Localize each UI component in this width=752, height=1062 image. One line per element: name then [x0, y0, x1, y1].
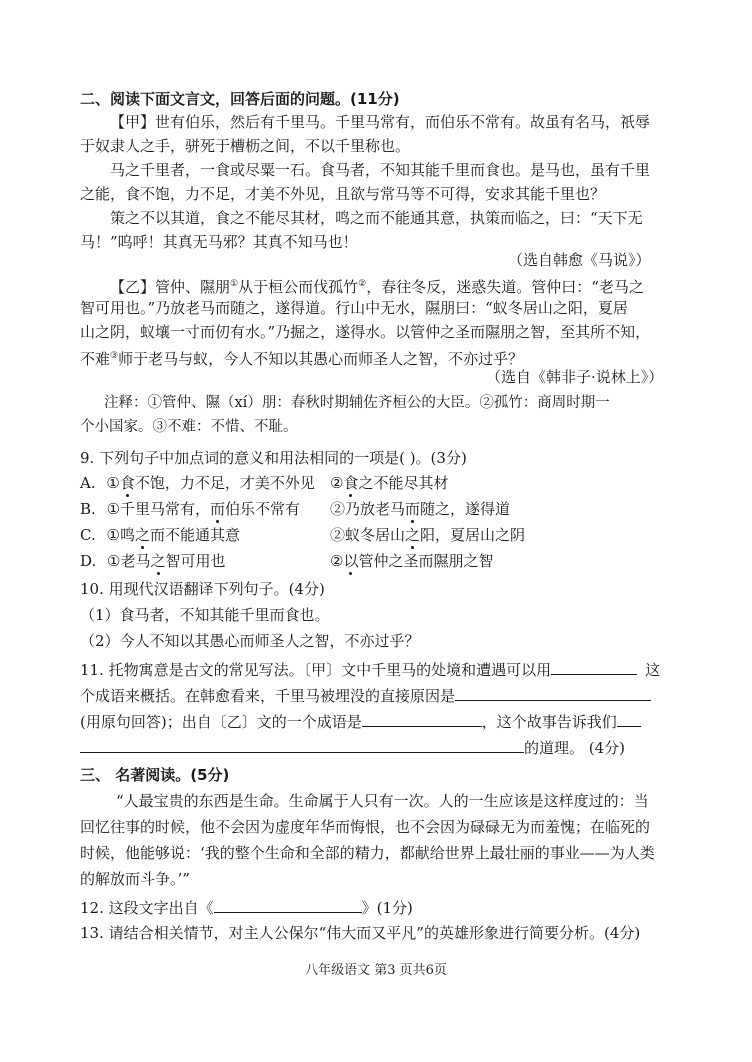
- q12-blank-book[interactable]: [214, 898, 362, 913]
- c2-dotted-word: 之: [405, 526, 421, 544]
- q9-d-label: D.: [80, 552, 97, 570]
- q9-option-c: [80, 526, 240, 544]
- passage-yi-line-3: 山之阴，蚁壤一寸而仞有水。”乃掘之，遂得水。以管仲之圣而隰朋之智，至其所不知，: [80, 323, 651, 341]
- q9-option-d: [80, 552, 226, 570]
- a2-dotted-word: 食: [343, 474, 359, 492]
- d1-dotted-word: 之: [150, 552, 166, 570]
- footnote-mark-1: ①: [230, 279, 239, 289]
- q11-line-4-text: 的道理。 (4分): [524, 739, 626, 757]
- passage-jia-line-2: 于奴隶人之手，骈死于槽枥之间，不以千里称也。: [80, 137, 411, 155]
- a2-post: 之不能尽其材: [358, 474, 449, 492]
- c1-dotted-word: 之: [134, 526, 150, 544]
- q11-line-1: [80, 660, 660, 679]
- section-3-title: 三、 名著阅读。(5分): [80, 766, 230, 784]
- c1-post: 而不能通其意: [149, 526, 240, 544]
- q11-blank-idiom[interactable]: [551, 660, 637, 675]
- section-2-title: 二、阅读下面文言文，回答后面的问题。(11分): [80, 90, 400, 108]
- q11-line-1-tail: 这: [645, 661, 661, 679]
- b1-post: 伯乐不常有: [225, 500, 301, 518]
- q9-a-label: A.: [80, 474, 96, 492]
- a2-pre: ②: [330, 474, 344, 492]
- page-footer: 八年级语文 第3 页共6页: [305, 963, 447, 978]
- d1-pre: ①老马: [107, 552, 151, 570]
- q9-c-first: [107, 526, 240, 544]
- passage-yi-source: （选自《韩非子·说林上》）: [486, 368, 664, 386]
- q11-line-2: [80, 686, 651, 705]
- q9-option-a: [80, 474, 315, 492]
- q11-line-3: [80, 712, 641, 731]
- quote-line-1: “人最宝贵的东西是生命。生命属于人只有一次。人的一生应该是这样度过的：当: [116, 792, 649, 810]
- q11-blank-cause[interactable]: [455, 686, 651, 701]
- q11-line-3-text: (用原句回答)；出自〔乙〕文的一个成语是: [80, 713, 362, 731]
- d2-post: 管仲之圣而隰朋之智: [358, 552, 494, 570]
- yi-line-4-part-b: 师于老马与蚁，今人不知以其愚心而师圣人之智，不亦过乎？: [118, 350, 524, 368]
- d2-dotted-word: 以: [343, 552, 359, 570]
- yi-line-1-part-b: 从于桓公而伐孤竹: [238, 278, 359, 296]
- passage-jia-line-1: 【甲】世有伯乐，然后有千里马。千里马常有，而伯乐不常有。故虽有名马，祇辱: [110, 113, 651, 131]
- yi-line-1-part-a: 【乙】管仲、隰朋: [110, 278, 231, 296]
- q9-d-first: [107, 552, 225, 570]
- quote-line-3: 时候，他能够说：‘我的整个生命和全部的精力，都献给世界上最壮丽的事业——为人类: [80, 844, 655, 862]
- q9-option-b: [80, 500, 300, 518]
- b2-dotted-word: 而: [405, 500, 421, 518]
- q9-option-a-second: [330, 474, 448, 492]
- a1-dotted-word: 食: [119, 474, 135, 492]
- footnote-mark-2: ②: [358, 279, 367, 289]
- c2-pre: ②蚁冬居山: [330, 526, 406, 544]
- b1-dotted-word: 而: [210, 500, 226, 518]
- notes-line-1: 注释：①管仲、隰（xí）朋：春秋时期辅佐齐桓公的大臣。②孤竹：商周时期一: [104, 395, 610, 411]
- q11-blank-yi-idiom[interactable]: [362, 712, 482, 727]
- q13-text: 13. 请结合相关情节，对主人公保尔“伟大而又平凡”的英雄形象进行简要分析。(4分): [80, 924, 641, 942]
- yi-line-1-part-c: ，春往冬反，迷惑失道。管仲曰：“老马之: [366, 278, 644, 296]
- q11-line-1-text: 11. 托物寓意是古文的常见写法。〔甲〕文中千里马的处境和遭遇可以用: [80, 661, 552, 679]
- q11-blank-lesson-start[interactable]: [617, 712, 641, 727]
- q9-b-first: [107, 500, 300, 518]
- yi-line-4-part-a: 不难: [80, 350, 111, 368]
- passage-yi-line-2: 智可用也。”乃放老马而随之，遂得道。行山中无水，隰朋曰：“蚁冬居山之阳，夏居: [80, 299, 628, 317]
- q12-line: [80, 898, 413, 917]
- q9-option-c-second: [330, 526, 525, 544]
- a1-post: 不饱，力不足，才美不外见: [134, 474, 315, 492]
- q9-c-label: C.: [80, 526, 96, 544]
- q9-option-d-second: [330, 552, 493, 570]
- q10-sentence-2: （2）今人不知以其愚心而师圣人之智，不亦过乎？: [80, 632, 420, 650]
- q9-stem: 9. 下列句子中加点词的意义和用法相同的一项是( )。(3分): [80, 449, 467, 467]
- b2-post: 随之，遂得道: [420, 500, 511, 518]
- b1-pre: ①千里马常有，: [106, 500, 211, 518]
- passage-yi-line-1: [110, 275, 644, 296]
- q11-blank-lesson[interactable]: [80, 738, 524, 753]
- notes-line-2: 个小国家。③不难：不惜、不耻。: [80, 419, 298, 435]
- passage-jia-source: （选自韩愈《马说》）: [508, 251, 651, 269]
- passage-jia-line-4: 之能，食不饱，力不足，才美不外见，且欲与常马等不可得，安求其能千里也？: [80, 185, 606, 203]
- d2-pre: ②: [330, 552, 344, 570]
- quote-line-2: 回忆往事的时候，他不会因为虚度年华而悔恨，也不会因为碌碌无为而羞愧；在临死的: [80, 818, 651, 836]
- passage-yi-line-4: [80, 347, 523, 368]
- c1-pre: ①鸣: [106, 526, 135, 544]
- passage-jia-line-5: 策之不以其道，食之不能尽其材，鸣之而不能通其意，执策而临之，曰：“天下无: [110, 209, 643, 227]
- passage-jia-line-3: 马之千里者，一食或尽粟一石。食马者，不知其能千里而食也。是马也，虽有千里: [110, 161, 651, 179]
- passage-jia-line-6: 马！”呜呼！其真无马邪？其真不知马也！: [80, 233, 358, 251]
- footnote-mark-3: ③: [110, 351, 119, 361]
- q9-b-label: B.: [80, 500, 96, 518]
- q11-line-3-tail: ，这个故事告诉我们: [481, 713, 617, 731]
- b2-pre: ②乃放老马: [330, 500, 406, 518]
- q9-a-first: [106, 474, 314, 492]
- q12-text: 12. 这段文字出自《: [80, 899, 214, 917]
- q9-option-b-second: [330, 500, 510, 518]
- quote-line-4: 的解放而斗争。’”: [80, 870, 190, 888]
- q10-stem: 10. 用现代汉语翻译下列句子。(4分): [80, 580, 325, 598]
- d1-post: 智可用也: [165, 552, 226, 570]
- c2-post: 阳，夏居山之阴: [420, 526, 526, 544]
- q11-line-2-text: 个成语来概括。在韩愈看来，千里马被埋没的直接原因是: [80, 687, 456, 705]
- q11-line-4: [80, 738, 625, 757]
- q12-tail: 》(1分): [361, 899, 413, 917]
- q10-sentence-1: （1）食马者，不知其能千里而食也。: [80, 606, 330, 624]
- a1-pre: ①: [106, 474, 120, 492]
